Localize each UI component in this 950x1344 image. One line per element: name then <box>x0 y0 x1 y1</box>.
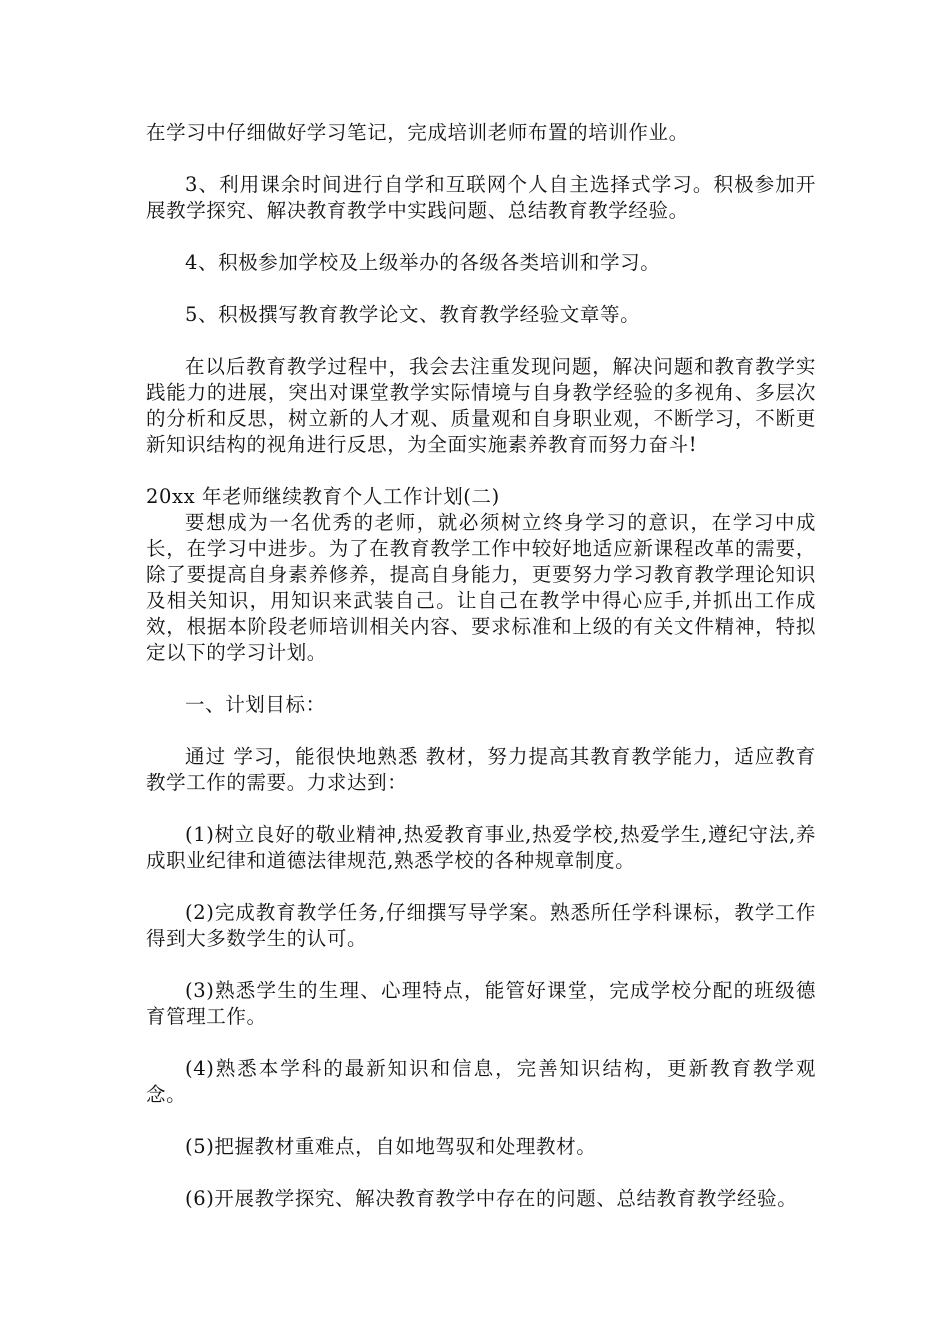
goal-item-4: (4)熟悉本学科的最新知识和信息，完善知识结构，更新教育教学观念。 <box>146 1057 816 1106</box>
paragraph-item-3: 3、利用课余时间进行自学和互联网个人自主选择式学习。积极参加开展教学探究、解决教育教学中实践问题、总结教育教学经验。 <box>146 173 816 222</box>
paragraph-study-notes: 在学习中仔细做好学习笔记，完成培训老师布置的培训作业。 <box>146 121 689 144</box>
goal-item-6: (6)开展教学探究、解决教育教学中存在的问题、总结教育教学经验。 <box>185 1187 798 1210</box>
paragraph-item-4: 4、积极参加学校及上级举办的各级各类培训和学习。 <box>185 251 661 274</box>
plan-heading: 一、计划目标： <box>185 693 326 716</box>
goal-item-3: (3)熟悉学生的生理、心理特点，能管好课堂，完成学校分配的班级德育管理工作。 <box>146 979 816 1028</box>
section-intro: 要想成为一名优秀的老师，就必须树立终身学习的意识，在学习中成长，在学习中进步。为了在教育教学工作中较好地适应新课程改革的需要， 除了要提高自身素养修养，提高自身能力，更要努力学习教育教学理论知识及相关知识，用知识来武装自己。让自己在教学中得心应手,并抓出工作成效，根据本阶段老师培训相关内容、要求标准和上级的有关文件精神，特拟定以下的学习计划。 <box>146 511 816 664</box>
plan-intro: 通过 学习，能很快地熟悉 教材，努力提高其教育教学能力，适应教育教学工作的需要。力求达到： <box>146 745 816 794</box>
paragraph-conclusion: 在以后教育教学过程中，我会去注重发现问题，解决问题和教育教学实践能力的进展，突出对课堂教学实际情境与自身教学经验的多视角、多层次的分析和反思，树立新的人才观、质量观和自身职业观，不断学习，不断更新知识结构的视角进行反思，为全面实施素养教育而努力奋斗! <box>146 355 816 456</box>
document-body <box>146 120 816 1212</box>
goal-item-1: (1)树立良好的敬业精神,热爱教育事业,热爱学校,热爱学生,遵纪守法,养成职业纪律和道德法律规范,熟悉学校的各种规章制度。 <box>146 823 816 872</box>
section-title: 20xx 年老师继续教育个人工作计划(二) <box>146 485 500 508</box>
goal-item-5: (5)把握教材重难点，自如地驾驭和处理教材。 <box>185 1135 597 1158</box>
paragraph-item-5: 5、积极撰写教育教学论文、教育教学经验文章等。 <box>185 303 641 326</box>
goal-item-2: (2)完成教育教学任务,仔细撰写导学案。熟悉所任学科课标，教学工作得到大多数学生的认可。 <box>146 901 816 950</box>
